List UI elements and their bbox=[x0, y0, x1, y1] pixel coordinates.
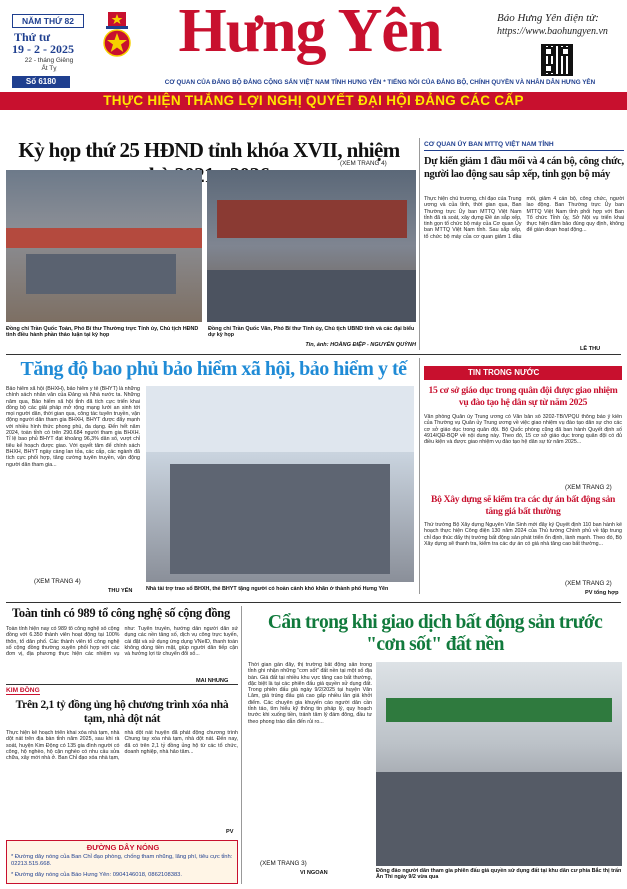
issue-date: 19 - 2 - 2025 bbox=[12, 42, 74, 56]
issue-number: Số 6180 bbox=[12, 76, 70, 88]
lead-credit: Tin, ảnh: HOÀNG ĐIỆP - NGUYỄN QUỲNH bbox=[305, 342, 416, 348]
mttq-author: LÊ THU bbox=[580, 346, 601, 352]
insurance-photo bbox=[146, 386, 414, 582]
domestic-item2-body: Thứ trưởng Bộ Xây dựng Nguyễn Văn Sinh mới đây ký Quyết định 110 ban hành kế hoạch thực hiện Công điện 130 năm 2024 của Thủ tướng Chính phủ về tập trung chỉ đạo thúc đẩy thị trường bất động sản phát triển ổn định, lành mạnh. Theo đó, Bộ Xây dựng sẽ thanh tra, kiểm tra các dự án có giá nhà tăng cao bất thường... bbox=[424, 522, 622, 547]
donation-body: Thực hiện kế hoạch triển khai xóa nhà tạm, nhà dột nát trên địa bàn tỉnh năm 2025, sau khi rà soát, huyện Kim Động có 135 gia đình người có công, hộ nghèo, hộ cận nghèo có nhu cầu sửa chữa, xây mới nhà ở. Ban Chỉ đạo xóa nhà tạm, nhà dột nát huyện đã phát động chương trình Chung tay xóa nhà tạm, nhà dột nát. Đến nay, đã có trên 2,1 tỷ đồng ủng hộ từ các tổ chức, doanh nghiệp, nhà hảo tâm... bbox=[6, 730, 238, 762]
domestic-item1-body: Văn phòng Quân ủy Trung ương có Văn bản số 3202-TB/VPQU thông báo ý kiến của Thường vụ Quân ủy Trung ương về việc giao nhiệm vụ đào tạo dân sự cho các cơ sở giáo dục trong quân đội. Bộ Quốc phòng cũng đã ban hành Quyết định số 4914/QĐ-BQP về nội dung này. Theo đó, 15 cơ sở giáo dục trong quân đội có đủ điều kiện và được giao nhiệm vụ đào tạo hệ dân sự từ năm 2025... bbox=[424, 414, 622, 446]
lead-photo-right bbox=[207, 170, 416, 322]
slogan-bar bbox=[0, 92, 627, 110]
hotline-box bbox=[6, 840, 238, 884]
column-divider-2 bbox=[419, 358, 420, 594]
domestic-item1-headline[interactable]: 15 cơ sở giáo dục trong quân đội được giao nhiệm vụ đào tạo hệ dân sự từ năm 2025 bbox=[428, 385, 618, 408]
domestic-item1-more[interactable]: (XEM TRANG 2) bbox=[565, 484, 612, 491]
section-rule-1 bbox=[6, 354, 621, 355]
newspaper-title: Hưng Yên bbox=[178, 0, 442, 65]
eprint-label: Báo Hưng Yên điện tử: bbox=[497, 12, 599, 24]
lunar-date: 22 - tháng Giêng Ất Tỵ bbox=[24, 57, 74, 72]
insurance-body: Bảo hiểm xã hội (BHXH), bảo hiểm y tế (BHYT) là những chính sách nhân văn của Đảng và Nhà nước ta. Những năm qua, Bảo hiểm xã hội tỉnh đã tích cực triển khai đồng bộ các giải pháp mở rộng mạng lưới an sinh tới mọi người dân, thời gian qua, công tác tuyên truyền, vận động người dân tham gia BHXH, BHYT được đẩy mạnh với nhiều hình thức phong phú, đa dạng. Đến hết năm 2024, toàn tỉnh có trên 290.684 người tham gia BHXH. Tỉ lệ bao phủ BHYT đạt khoảng 96,3% dân số, vượt chỉ tiêu kế hoạch được giao. Với quyết tâm để chính sách BHXH, BHYT ngày càng lan tỏa, các cấp, các ngành đã tích cực phối hợp, tăng cường tuyên truyền, vận động người dân tham gia... bbox=[6, 386, 140, 468]
realestate-see-more[interactable]: (XEM TRANG 3) bbox=[260, 860, 307, 867]
tagline: CƠ QUAN CỦA ĐẢNG BỘ ĐẢNG CỘNG SẢN VIỆT NAM TỈNH HƯNG YÊN * TIẾNG NÓI CỦA ĐẢNG BỘ, CHÍNH QUYỀN VÀ NHÂN DÂN HƯNG YÊN bbox=[164, 79, 596, 86]
insurance-headline[interactable]: Tăng độ bao phủ bảo hiểm xã hội, bảo hiểm y tế bbox=[20, 358, 407, 380]
domestic-section-bar bbox=[424, 366, 622, 380]
mttq-section: CƠ QUAN ỦY BAN MTTQ VIỆT NAM TỈNH bbox=[424, 141, 624, 151]
section-rule-3 bbox=[6, 684, 238, 685]
eprint-url[interactable]: https://www.baohungyen.vn bbox=[497, 26, 608, 37]
mttq-body: Thực hiện chủ trương, chỉ đạo của Trung ương và của tỉnh, thời gian qua, Ban Thường trực Ủy ban MTTQ Việt Nam tỉnh đã rà soát, xây dựng Đề án sắp xếp, tinh gọn tổ chức bộ máy của Cơ quan Ủy ban MTTQ Việt Nam tỉnh. Sau sắp xếp, tổ chức bộ máy của cơ quan giảm 1 đầu mối, giảm 4 cán bộ, công chức, người lao động. Ban Thường trực Ủy ban MTTQ Việt Nam tỉnh phối hợp với Ban Tổ chức Tỉnh ủy, Sở Nội vụ triển khai thực hiện đảm bảo đúng quy định, không để gián đoạn hoạt động... bbox=[424, 196, 624, 240]
weekday: Thứ tư bbox=[14, 30, 51, 44]
lead-headline[interactable]: Kỳ họp thứ 25 HĐND tỉnh khóa XVII, nhiệm bbox=[18, 138, 400, 162]
domestic-item2-headline[interactable]: Bộ Xây dựng sẽ kiểm tra các dự án bất động sản tăng giá bất thường bbox=[430, 494, 615, 517]
year-label: NĂM THỨ 82 bbox=[12, 14, 84, 28]
tech-headline[interactable]: Toàn tỉnh có 989 tổ công nghệ số cộng đồng bbox=[12, 606, 230, 620]
insurance-see-more[interactable]: (XEM TRANG 4) bbox=[34, 578, 81, 585]
masthead bbox=[0, 0, 627, 112]
realestate-author: VI NGOAN bbox=[300, 870, 328, 876]
hotline-line-2[interactable]: * Đường dây nóng của Báo Hưng Yên: 0904146018, 0862108383. bbox=[11, 872, 183, 878]
realestate-headline[interactable]: Cẩn trọng khi giao dịch bất động sản trước "cơn sốt" đất nền bbox=[267, 612, 603, 655]
domestic-item2-more[interactable]: (XEM TRANG 2) bbox=[565, 580, 612, 587]
tech-author: MAI NHUNG bbox=[196, 678, 229, 684]
domestic-section: TIN TRONG NƯỚC bbox=[468, 368, 540, 377]
lead-caption-left: Đồng chí Trần Quốc Toản, Phó Bí thư Thường trực Tỉnh ủy, Chủ tịch HĐND tỉnh điều hành phần thảo luận tại kỳ họp bbox=[6, 326, 199, 339]
insurance-author: THU YẾN bbox=[108, 588, 133, 594]
insurance-photo-caption: Nhà tài trợ trao sổ BHXH, thẻ BHYT tặng người có hoàn cảnh khó khăn ở thành phố Hưng Yên bbox=[146, 586, 389, 592]
hotline-title: ĐƯỜNG DÂY NÓNG bbox=[86, 843, 160, 852]
column-divider bbox=[419, 138, 420, 350]
slogan: THỰC HIỆN THẮNG LỢI NGHỊ QUYẾT ĐẠI HỘI ĐẢNG CÁC CẤP bbox=[103, 93, 524, 108]
mttq-headline[interactable]: Dự kiến giảm 1 đầu mối và 4 cán bộ, công chức, người lao động sau sắp xếp, tinh gọn bộ máy bbox=[424, 156, 624, 180]
qr-code[interactable] bbox=[541, 44, 573, 76]
realestate-body: Thời gian gần đây, thị trường bất động sản trong tỉnh ghi nhận những "cơn sốt" đất nền tại một số địa bàn. Giá đất tại nhiều khu vực tăng cao bất thường, đặc biệt là tại các phiên đấu giá quyền sử dụng đất. Trong phiên đấu giá ngày 9/2/2025 tại huyện Văn Lâm, giá trúng đấu giá cao gấp nhiều lần giá khởi điểm. Các chuyên gia khuyến cáo người dân cần tỉnh táo, tìm hiểu kỹ thông tin pháp lý, quy hoạch trước khi xuống tiền, tránh tâm lý đám đông, đầu tư theo phong trào dẫn đến rủi ro... bbox=[248, 662, 372, 725]
lead-photo-left bbox=[6, 170, 202, 322]
domestic-item2-author: PV tổng hợp bbox=[585, 590, 619, 596]
donation-author: PV bbox=[226, 829, 234, 835]
lead-see-more[interactable]: (XEM TRANG 4) bbox=[340, 160, 387, 167]
column-divider-3 bbox=[241, 606, 242, 884]
lead-caption-right: Đồng chí Trần Quốc Văn, Phó Bí thư Tỉnh ủy, Chủ tịch UBND tỉnh và các đại biểu dự kỳ họp bbox=[208, 326, 415, 339]
section-rule-2 bbox=[6, 602, 621, 603]
realestate-photo bbox=[376, 662, 622, 866]
donation-headline[interactable]: Trên 2,1 tỷ đồng ủng hộ chương trình xóa nhà tạm, nhà dột nát bbox=[15, 699, 229, 725]
realestate-photo-caption: Đông đảo người dân tham gia phiên đấu giá quyền sử dụng đất tại khu dân cư phía Bắc thị trấn Ân Thi ngày 9/2 vừa qua bbox=[376, 868, 622, 881]
donation-section: KIM ĐỒNG bbox=[6, 687, 40, 694]
tech-body: Toàn tỉnh hiện nay có 989 tổ công nghệ số cộng đồng với 6.350 thành viên hoạt động tại 100% thôn, tổ dân phố. Các thành viên tổ công nghệ số cộng đồng thường xuyên phối hợp với các đơn vị, địa phương thực hiện các nhiệm vụ như: Tuyên truyền, hướng dẫn người dân sử dụng các nền tảng số, dịch vụ công trực tuyến, cài đặt và sử dụng ứng dụng VNeID, thanh toán không dùng tiền mặt, giúp người dân tiếp cận và hưởng lợi từ chuyển đổi số... bbox=[6, 626, 238, 658]
hotline-line-1[interactable]: * Đường dây nóng của Ban Chỉ đạo phòng, chống tham nhũng, lãng phí, tiêu cực tỉnh: 02213.515.668. bbox=[11, 854, 233, 867]
party-emblem bbox=[100, 12, 134, 58]
